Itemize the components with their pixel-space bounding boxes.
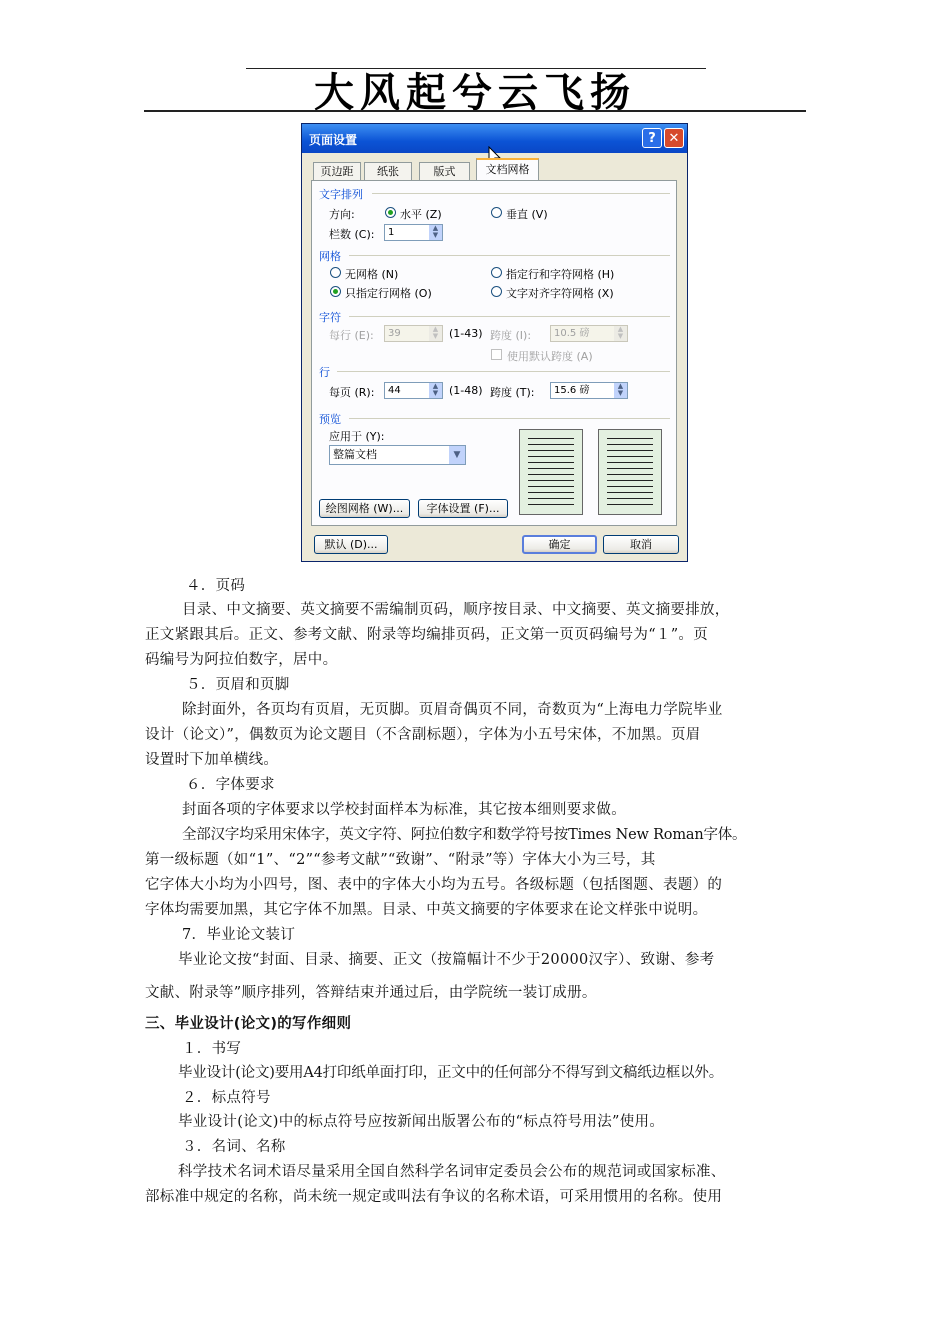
paragraph-line: 毕业论文按“封面、目录、摘要、正文（按篇幅计不少于20000汉字）、致谢、参考 [178,952,715,968]
direction-label: 方向: [329,208,355,221]
heading-font-requirements: ６．字体要求 [186,777,275,793]
document-grid-panel [311,180,677,526]
paragraph-line: 文献、附录等”顺序排列，答辩结束并通过后，由学院统一装订成册。 [145,985,597,1001]
ok-button[interactable]: 确定 [522,535,597,554]
paragraph-line: 码编号为阿拉伯数字，居中。 [145,652,338,668]
stepper-arrows-icon[interactable]: ▲ ▼ [614,326,627,341]
section-heading: 三、毕业设计(论文)的写作细则 [145,1016,352,1032]
paragraph-line: 毕业设计(论文)中的标点符号应按新闻出版署公布的“标点符号用法”使用。 [178,1114,665,1130]
heading-punctuation: ２．标点符号 [182,1090,271,1106]
header-banner: 大风起兮云飞扬 [314,69,636,116]
chars-range: (1-43) [449,327,483,340]
lines-only-label: 只指定行网格 (O) [345,287,432,300]
heading-page-numbers: ４．页码 [186,578,246,594]
header-bottom-rule [144,110,806,112]
horizontal-label: 水平 (Z) [400,208,442,221]
vertical-radio[interactable] [491,207,502,218]
help-button[interactable]: ? [642,128,662,148]
line-pitch-stepper[interactable] [550,382,628,399]
stepper-arrows-icon[interactable]: ▲ ▼ [614,383,627,398]
paragraph-line: 部标准中规定的名称，尚未统一规定或叫法有争议的名称术语，可采用惯用的名称。使用 [145,1189,723,1205]
paragraph-line: 字体均需要加黑，其它字体不加黑。目录、中英文摘要的字体要求在论文样张中说明。 [145,902,708,918]
paragraph-line: 设置时下加单横线。 [145,752,279,768]
divider [349,418,670,419]
horizontal-radio[interactable] [385,207,396,218]
columns-label: 栏数 (C): [329,228,375,241]
columns-value: 1 [388,227,395,238]
heading-terms: ３．名词、名称 [182,1139,286,1155]
char-pitch-value: 10.5 磅 [554,328,590,339]
lines-and-chars-label: 指定行和字符网格 (H) [506,268,615,281]
group-lines: 行 [319,366,330,379]
heading-header-footer: ５．页眉和页脚 [186,677,290,693]
lines-per-page-value: 44 [388,385,401,396]
lines-range: (1-48) [449,384,483,397]
stepper-arrows-icon[interactable]: ▲ ▼ [429,326,442,341]
vertical-label: 垂直 (V) [506,208,548,221]
paragraph-line: 正文紧跟其后。正文、参考文献、附录等均编排页码，正文第一页页码编号为“１”。页 [145,627,709,643]
snap-chars-label: 文字对齐字符网格 (X) [506,287,614,300]
paragraph-line: 第一级标题（如“1”、“2”“参考文献”“致谢”、“附录”等）字体大小为三号，其 [145,852,656,868]
chars-per-line-label: 每行 (E): [329,329,374,342]
divider [349,316,670,317]
paragraph-line: 封面各项的字体要求以学校封面样本为标准，其它按本细则要求做。 [182,802,626,818]
tab-layout[interactable]: 版式 [419,162,470,180]
lines-only-radio[interactable] [330,286,341,297]
columns-stepper[interactable] [384,224,443,241]
group-text-direction: 文字排列 [319,188,363,201]
default-pitch-checkbox[interactable] [491,349,502,360]
tab-margins[interactable]: 页边距 [313,162,361,180]
no-grid-label: 无网格 (N) [345,268,399,281]
divider [337,371,670,372]
char-pitch-label: 跨度 (I): [490,329,532,342]
paragraph-line: 它字体大小均为小四号，图、表中的字体大小均为五号。各级标题（包括图题、表题）的 [145,877,723,893]
divider [372,193,670,194]
preview-page-left [519,429,583,515]
paragraph-line: 除封面外，各页均有页眉，无页脚。页眉奇偶页不同，奇数页为“上海电力学院毕业 [182,702,723,718]
line-pitch-label: 跨度 (T): [490,386,535,399]
default-button[interactable]: 默认 (D)... [314,535,388,554]
apply-to-label: 应用于 (Y): [329,430,385,443]
page-setup-dialog [301,123,688,562]
paragraph-line: 设计（论文）”，偶数页为论文题目（不含副标题），字体为小五号宋体，不加黑。页眉 [145,727,701,743]
lines-per-page-label: 每页 (R): [329,386,375,399]
cancel-button[interactable]: 取消 [603,535,679,554]
apply-to-select[interactable] [329,445,466,465]
close-button[interactable]: ✕ [664,128,684,148]
paragraph-line: 科学技术名词术语尽量采用全国自然科学名词审定委员会公布的规范词或国家标准、 [178,1164,726,1180]
drawing-grid-button[interactable]: 绘图网格 (W)... [319,499,410,518]
lines-per-page-stepper[interactable] [384,382,443,399]
chars-per-line-stepper[interactable] [384,325,443,342]
no-grid-radio[interactable] [330,267,341,278]
paragraph-line: 毕业设计(论文)要用A4打印纸单面打印，正文中的任何部分不得写到文稿纸边框以外。 [178,1065,724,1081]
default-pitch-label: 使用默认跨度 (A) [507,350,593,363]
divider [349,255,670,256]
paragraph-line: 全部汉字均采用宋体字，英文字符、阿拉伯数字和数学符号按Times New Roman字体。 [182,827,747,843]
dialog-title: 页面设置 [309,133,358,147]
preview-page-right [598,429,662,515]
font-settings-button[interactable]: 字体设置 (F)... [418,499,508,518]
heading-binding: 7．毕业论文装订 [182,927,296,943]
chevron-down-icon[interactable]: ▼ [449,446,465,464]
stepper-arrows-icon[interactable]: ▲ ▼ [429,225,442,240]
char-pitch-stepper[interactable] [550,325,628,342]
chars-per-line-value: 39 [388,328,401,339]
heading-writing: １．书写 [182,1041,242,1057]
line-pitch-value: 15.6 磅 [554,385,590,396]
apply-to-value: 整篇文档 [333,448,377,461]
tab-paper[interactable]: 纸张 [364,162,412,180]
group-grid: 网格 [319,250,341,263]
tab-document-grid[interactable]: 文档网格 [476,158,539,181]
snap-chars-radio[interactable] [491,286,502,297]
lines-and-chars-radio[interactable] [491,267,502,278]
group-preview: 预览 [319,413,341,426]
paragraph-line: 目录、中文摘要、英文摘要不需编制页码，顺序按目录、中文摘要、英文摘要排放， [182,602,730,618]
stepper-arrows-icon[interactable]: ▲ ▼ [429,383,442,398]
group-characters: 字符 [319,311,341,324]
